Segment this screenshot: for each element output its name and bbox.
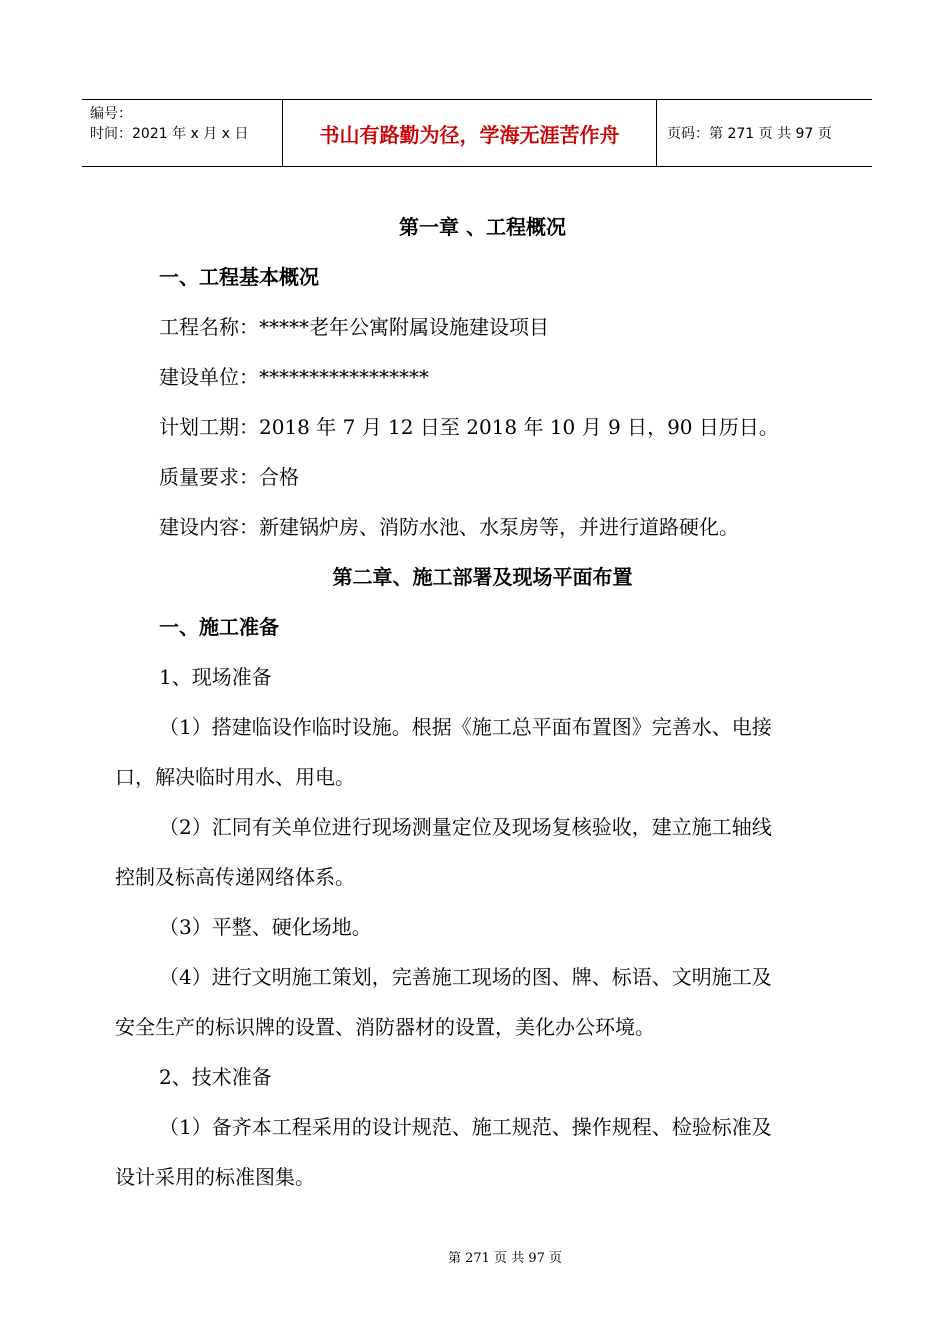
tech-prep-title: 2、技术准备 xyxy=(159,1065,272,1089)
header-meta-cell xyxy=(82,100,283,166)
header-table xyxy=(82,99,872,167)
motto-text: 书山有路勤为径，学海无涯苦作舟 xyxy=(319,122,620,147)
section-2-title: 一、施工准备 xyxy=(159,615,279,639)
owner-line: 建设单位：***************** xyxy=(159,365,429,389)
chapter-1-title: 第一章 、工程概况 xyxy=(399,215,566,239)
time-label: 时间：2021 年 x 月 x 日 xyxy=(90,126,249,142)
item-1-line-2: 口，解决临时用水、用电。 xyxy=(115,765,355,789)
item-3-line: （3）平整、硬化场地。 xyxy=(159,915,372,939)
header-motto-cell xyxy=(283,100,657,166)
item-1-line-1: （1）搭建临设作临时设施。根据《施工总平面布置图》完善水、电接 xyxy=(159,715,772,739)
site-prep-title: 1、现场准备 xyxy=(159,665,272,689)
number-label: 编号： xyxy=(90,106,132,122)
page-footer xyxy=(0,1247,950,1266)
quality-line: 质量要求：合格 xyxy=(159,465,299,489)
section-1-title: 一、工程基本概况 xyxy=(159,265,319,289)
schedule-line: 计划工期：2018 年 7 月 12 日至 2018 年 10 月 9 日，90 日历日。 xyxy=(159,415,779,439)
item-2-line-1: （2）汇同有关单位进行现场测量定位及现场复核验收，建立施工轴线 xyxy=(159,815,772,839)
tech-1-line-2: 设计采用的标准图集。 xyxy=(115,1165,315,1189)
document-body xyxy=(115,202,840,1202)
item-4-line-2: 安全生产的标识牌的设置、消防器材的设置，美化办公环境。 xyxy=(115,1015,655,1039)
page-info-text: 页码：第 271 页 共 97 页 xyxy=(667,126,832,142)
item-4-line-1: （4）进行文明施工策划，完善施工现场的图、牌、标语、文明施工及 xyxy=(159,965,772,989)
header-page-cell xyxy=(657,100,872,166)
item-2-line-2: 控制及标高传递网络体系。 xyxy=(115,865,355,889)
project-name-line: 工程名称：*****老年公寓附属设施建设项目 xyxy=(159,315,549,339)
chapter-2-title: 第二章、施工部署及现场平面布置 xyxy=(332,565,633,589)
footer-page-number: 第 271 页 共 97 页 xyxy=(447,1251,563,1266)
scope-line: 建设内容：新建锅炉房、消防水池、水泵房等，并进行道路硬化。 xyxy=(159,515,739,539)
tech-1-line-1: （1）备齐本工程采用的设计规范、施工规范、操作规程、检验标准及 xyxy=(159,1115,772,1139)
